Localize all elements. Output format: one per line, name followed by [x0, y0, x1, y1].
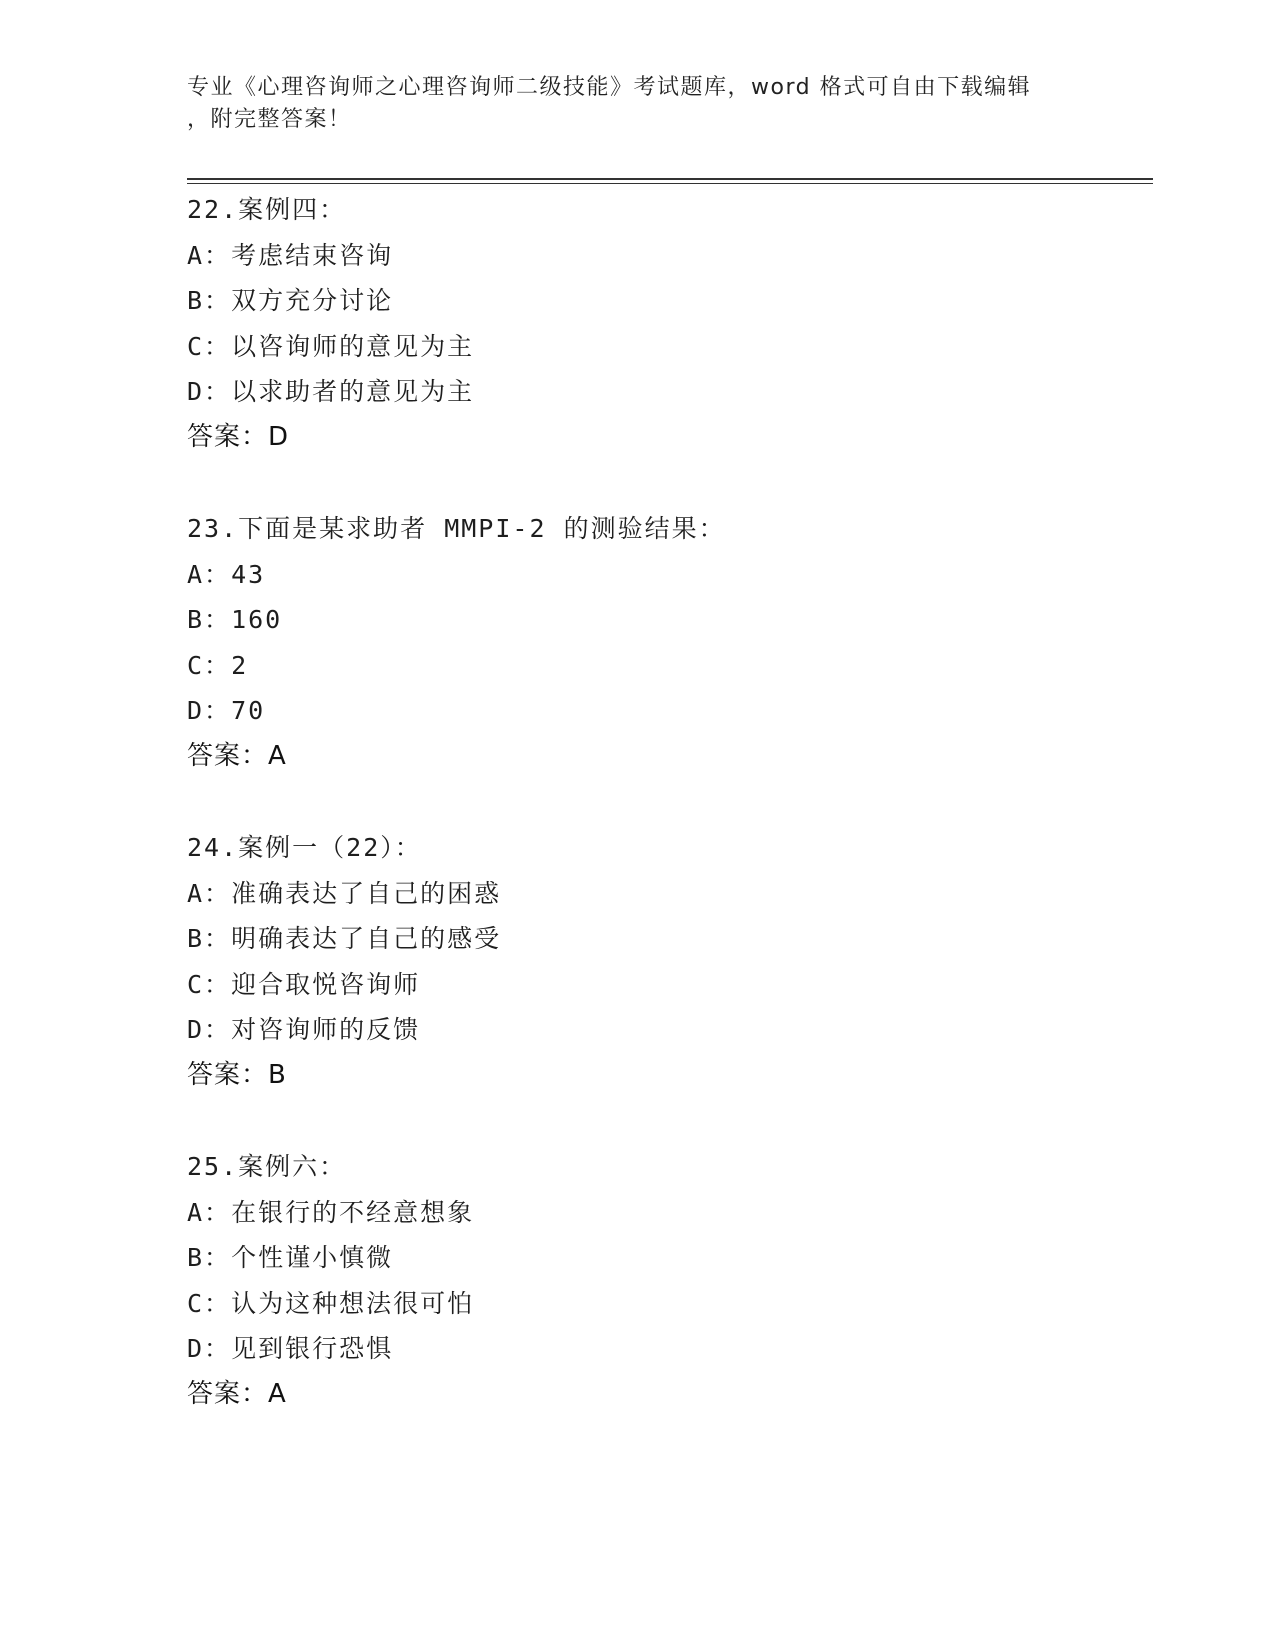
option-c	[187, 324, 1153, 370]
header-divider-thin	[187, 183, 1153, 184]
option-letter: A：	[187, 240, 232, 270]
header-divider-thick	[187, 178, 1153, 180]
option-text: 43	[231, 559, 266, 589]
option-letter: D：	[187, 1334, 232, 1363]
question-25	[187, 1144, 1153, 1417]
option-text: 迎合取悦咨询师	[231, 969, 421, 999]
option-text: 考虑结束咨询	[231, 240, 394, 270]
question-22	[187, 187, 1153, 460]
option-letter: C：	[187, 969, 232, 999]
option-d	[187, 1326, 1153, 1372]
option-text: 对咨询师的反馈	[231, 1015, 421, 1044]
option-text: 160	[231, 605, 283, 634]
option-letter: D：	[187, 696, 232, 725]
answer-line: 答案：D	[187, 421, 290, 452]
option-d	[187, 369, 1153, 415]
option-b	[187, 916, 1153, 962]
option-b	[187, 1235, 1153, 1281]
option-letter: B：	[187, 286, 232, 315]
option-text: 双方充分讨论	[231, 286, 394, 315]
option-text: 在银行的不经意想象	[231, 1197, 475, 1227]
header-line-2: ，附完整答案！	[187, 107, 352, 132]
answer-line: 答案：B	[187, 1059, 287, 1090]
question-24	[187, 825, 1153, 1098]
question-stem: 24.案例一（22）：	[187, 833, 422, 862]
option-letter: A：	[187, 559, 232, 589]
option-letter: D：	[187, 1015, 232, 1044]
option-letter: A：	[187, 878, 232, 908]
option-c	[187, 643, 1153, 689]
option-letter: D：	[187, 377, 232, 406]
option-c	[187, 962, 1153, 1008]
option-letter: C：	[187, 650, 232, 680]
option-text: 明确表达了自己的感受	[231, 924, 502, 953]
option-d	[187, 688, 1153, 734]
option-a	[187, 233, 1153, 279]
option-a	[187, 871, 1153, 917]
option-text: 以咨询师的意见为主	[231, 331, 475, 361]
document-header	[187, 72, 1087, 136]
answer-line: 答案：A	[187, 740, 287, 771]
question-stem: 23.下面是某求助者 MMPI-2 的测验结果：	[187, 514, 726, 543]
option-letter: B：	[187, 605, 232, 634]
option-text: 见到银行恐惧	[231, 1334, 394, 1363]
question-list	[187, 187, 1153, 1463]
option-text: 个性谨小慎微	[231, 1243, 394, 1272]
option-text: 认为这种想法很可怕	[231, 1288, 475, 1318]
option-b	[187, 278, 1153, 324]
option-letter: C：	[187, 331, 232, 361]
answer-line: 答案：A	[187, 1378, 287, 1409]
option-a	[187, 552, 1153, 598]
header-line-1: 专业《心理咨询师之心理咨询师二级技能》考试题库，word 格式可自由下载编辑	[187, 75, 1032, 100]
option-letter: A：	[187, 1197, 232, 1227]
question-stem: 25.案例六：	[187, 1152, 347, 1181]
option-text: 70	[231, 696, 266, 725]
option-text: 以求助者的意见为主	[231, 377, 475, 406]
option-a	[187, 1190, 1153, 1236]
question-23	[187, 506, 1153, 779]
option-c	[187, 1281, 1153, 1327]
option-b	[187, 597, 1153, 643]
option-letter: B：	[187, 1243, 232, 1272]
option-text: 2	[231, 650, 249, 680]
option-letter: C：	[187, 1288, 232, 1318]
option-letter: B：	[187, 924, 232, 953]
question-stem: 22.案例四：	[187, 195, 347, 224]
option-text: 准确表达了自己的困惑	[231, 878, 502, 908]
option-d	[187, 1007, 1153, 1053]
